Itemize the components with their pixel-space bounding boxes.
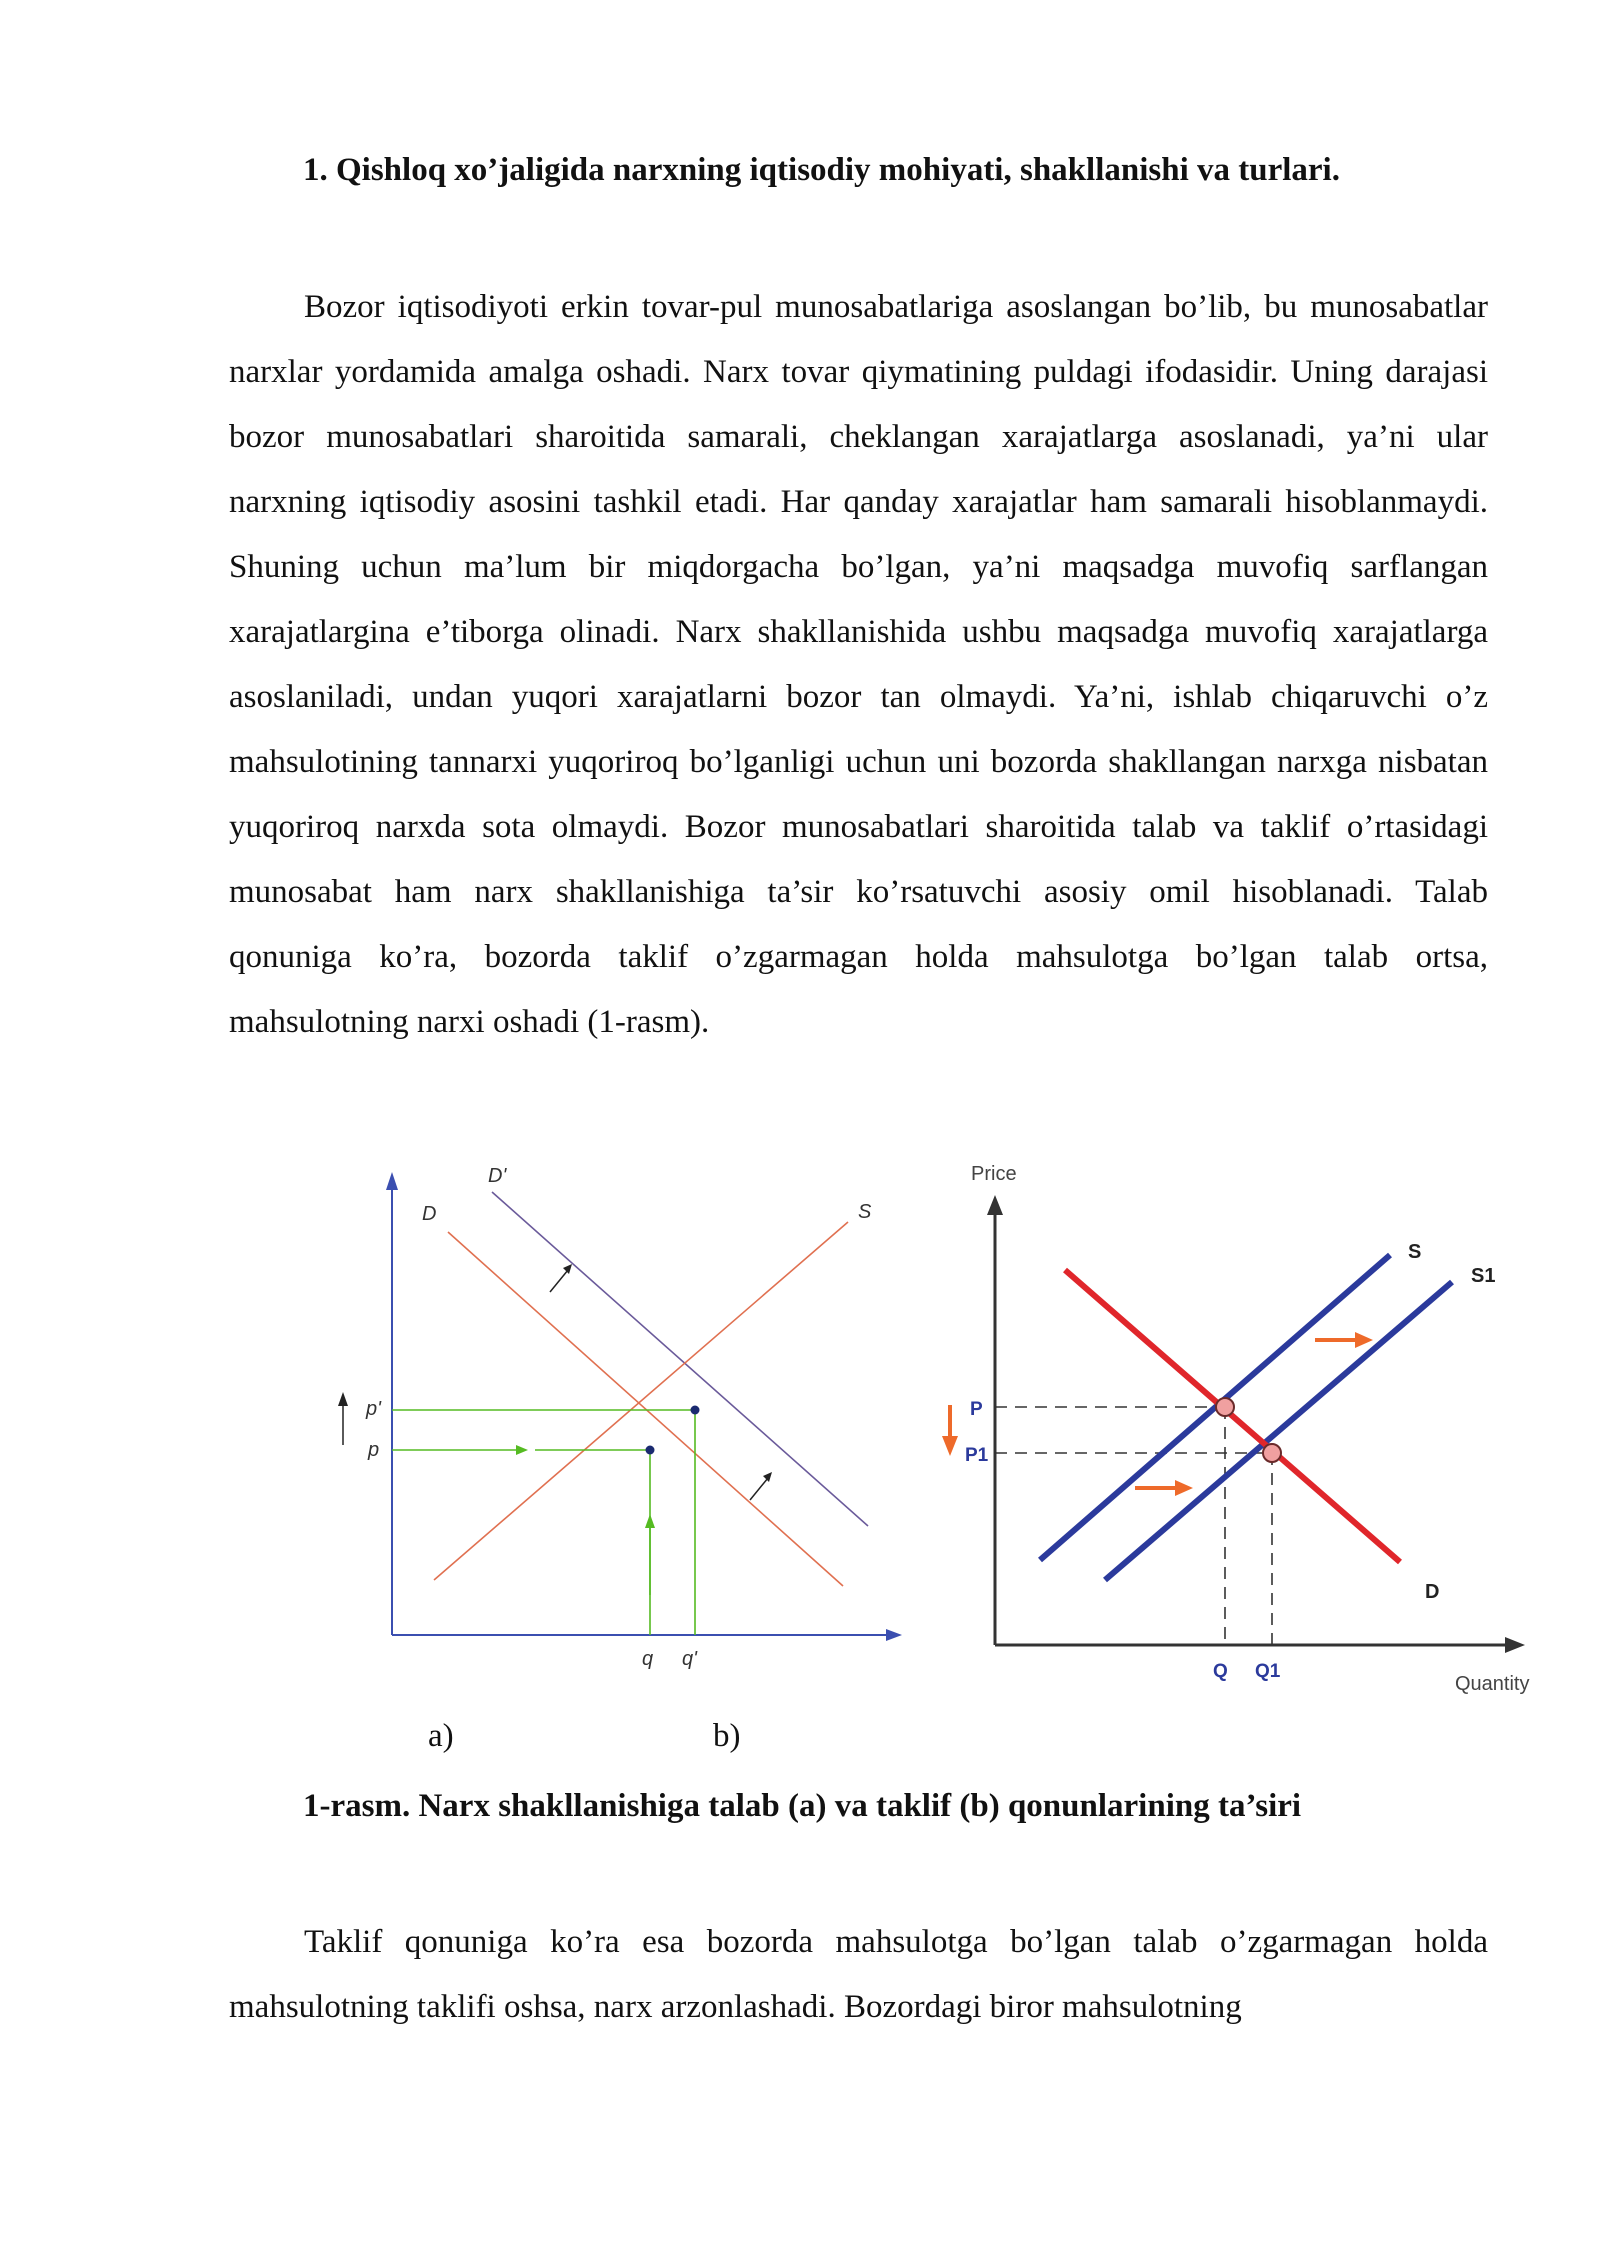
figure-b-new-equilibrium-point xyxy=(1263,1444,1281,1462)
figure-a-shift-arrow-lower xyxy=(750,1478,768,1500)
paragraph-2: Taklif qonuniga ko’ra esa bozorda mahsulotga bo’lgan talab o’zgarmagan holda mahsulotning taklifi oshsa, narx arzonlashadi. Bozordagi biror mahsulotning xyxy=(229,1924,1488,2025)
figure-a-guide-q-arrowhead xyxy=(645,1514,655,1528)
figure-b-y-axis-arrowhead xyxy=(987,1195,1003,1215)
figure-b-shift-arrow-upper-head xyxy=(1355,1332,1373,1348)
figure-a-guide-p-arrowhead xyxy=(516,1445,528,1455)
figure-a-sublabel: a) xyxy=(428,1718,454,1754)
figure-b-price-fall-arrowhead xyxy=(942,1436,958,1456)
figure-a-label-p: p xyxy=(368,1439,380,1461)
figure-a-x-axis-arrowhead xyxy=(886,1629,902,1641)
figure-b-demand-curve-d xyxy=(1065,1270,1400,1562)
figure-a-label-d: D xyxy=(422,1203,437,1225)
figure-b-label-q: Q xyxy=(1213,1661,1228,1682)
figure-b-x-axis-arrowhead xyxy=(1505,1637,1525,1653)
figure-b-supply-curve-s xyxy=(1040,1255,1390,1560)
figure-b-label-p1: P1 xyxy=(965,1445,989,1466)
figure-b-label-q1: Q1 xyxy=(1255,1661,1281,1682)
figure-a-label-p-prime: p' xyxy=(366,1398,381,1420)
figure-b-label-d: D xyxy=(1425,1581,1440,1603)
figure-a-shift-arrow-upper xyxy=(550,1270,568,1292)
figure-a-price-rise-arrowhead xyxy=(338,1392,348,1406)
figure-a-label-d-prime: D' xyxy=(488,1165,507,1187)
figure-a-label-q: q xyxy=(642,1648,654,1670)
figure-b-label-quantity: Quantity xyxy=(1455,1673,1530,1695)
figure-a-shift-arrow-lower-head xyxy=(763,1472,772,1482)
figure-b-label-s: S xyxy=(1408,1241,1422,1263)
figure-a-equilibrium-point xyxy=(646,1446,655,1455)
figure-a-label-s: S xyxy=(858,1201,872,1223)
figure-caption: 1-rasm. Narx shakllanishiga talab (a) va taklif (b) qonunlarining ta’siri xyxy=(303,1788,1302,1824)
figure-b-equilibrium-point xyxy=(1216,1398,1234,1416)
figure-b-label-s1: S1 xyxy=(1471,1265,1496,1287)
figure-a-y-axis-arrowhead xyxy=(386,1172,398,1190)
section-heading: 1. Qishloq xo’jaligida narxning iqtisodiy mohiyati, shakllanishi va turlari. xyxy=(303,152,1340,188)
figure-a-demand-curve-d xyxy=(448,1232,843,1586)
figure-b-label-price: Price xyxy=(971,1163,1017,1185)
figure-a-new-equilibrium-point xyxy=(691,1406,700,1415)
figure-b-shift-arrow-lower-head xyxy=(1175,1480,1193,1496)
paragraph-1: Bozor iqtisodiyoti erkin tovar-pul munosabatlariga asoslangan bo’lib, bu munosabatlar narxlar yordamida amalga oshadi. Narx tovar qiymatining puldagi ifodasidir. Uning darajasi bozor munosabatlari sharoitida samarali, cheklangan xarajatlarga asoslanadi, ya’ni ular narxning iqtisodiy asosini tashkil etadi. Har qanday xarajatlar ham samarali hisoblanmaydi. Shuning uchun ma’lum bir miqdorgacha bo’lgan, ya’ni maqsadga muvofiq sarflangan xarajatlargina e’tiborga olinadi. Narx shakllanishida ushbu maqsadga muvofiq xarajatlarga asoslaniladi, undan yuqori xarajatlarni bozor tan olmaydi. Ya’ni, ishlab chiqaruvchi o’z mahsulotining tannarxi yuqoriroq bo’lganligi uchun uni bozorda shakllangan narxga nisbatan yuqoriroq narxda sota olmaydi. Bozor munosabatlari sharoitida talab va taklif o’rtasidagi munosabat ham narx shakllanishiga ta’sir ko’rsatuvchi asosiy omil hisoblanadi. Talab qonuniga ko’ra, bozorda taklif o’zgarmagan holda mahsulotga bo’lgan talab ortsa, mahsulotning narxi oshadi (1-rasm). xyxy=(229,289,1488,1040)
figure-b-supply-shift xyxy=(935,1140,1550,1700)
figure-b-supply-curve-s1 xyxy=(1105,1282,1452,1580)
figure-a-label-q-prime: q' xyxy=(682,1648,697,1670)
figure-b-sublabel: b) xyxy=(713,1718,741,1754)
figure-b-label-p: P xyxy=(970,1399,983,1420)
figure-a-demand-curve-d-prime xyxy=(492,1192,868,1526)
figure-a-demand-shift xyxy=(320,1140,910,1685)
figure-a-shift-arrow-upper-head xyxy=(563,1264,572,1274)
